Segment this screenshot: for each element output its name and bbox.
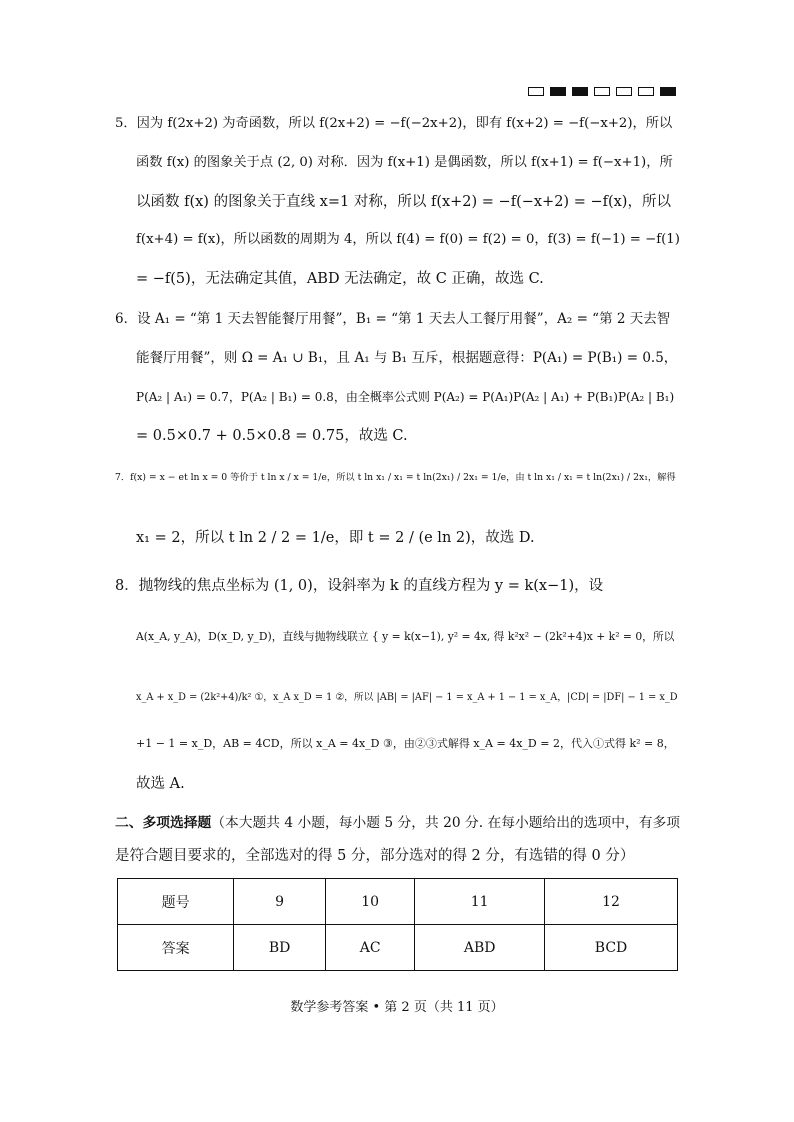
problem-8-line-4: +1 − 1 = x_D，AB = 4CD，所以 x_A = 4x_D ③，由②③式解得 x_A = 4x_D = 2，代入①式得 k² = 8， — [136, 737, 675, 750]
table-cell: AC — [326, 925, 415, 971]
header-marks — [528, 87, 676, 96]
problem-8-line-2: A(x_A, y_A)，D(x_D, y_D)，直线与抛物线联立 { y = k(x−1), y² = 4x, 得 k²x² − (2k²+4)x + k² = 0，所以 — [136, 630, 675, 643]
table-cell: BD — [234, 925, 326, 971]
problem-6-line-2: 能餐厅用餐”，则 Ω = A₁ ∪ B₁，且 A₁ 与 B₁ 互斥，根据题意得：P(A₁) = P(B₁) = 0.5， — [136, 350, 678, 366]
table-cell: 12 — [545, 879, 678, 925]
table-cell: 答案 — [118, 925, 234, 971]
problem-8-line-5: 故选 A. — [136, 776, 185, 792]
problem-5-line-5: = −f(5)，无法确定其值，ABD 无法确定，故 C 正确，故选 C. — [136, 271, 544, 287]
section-2-description-2: 是符合题目要求的，全部选对的得 5 分，部分选对的得 2 分，有选错的得 0 分） — [115, 848, 635, 864]
problem-7-line-1: 7．f(x) = x − et ln x = 0 等价于 t ln x / x = 1/e，所以 t ln x₁ / x₁ = t ln(2x₁) / 2x₁ = 1/e，由 t ln x₁ / x₁ = t ln(2x₁) / 2x₁，解得 — [115, 472, 676, 483]
problem-5-line-2: 函数 f(x) 的图象关于点 (2, 0) 对称．因为 f(x+1) 是偶函数，所以 f(x+1) = f(−x+1)，所 — [136, 155, 673, 170]
problem-5-line-3: 以函数 f(x) 的图象关于直线 x=1 对称，所以 f(x+2) = −f(−x+2) = −f(x)，所以 — [136, 194, 671, 210]
table-cell: ABD — [415, 925, 545, 971]
problem-7-line-2: x₁ = 2，所以 t ln 2 / 2 = 1/e，即 t = 2 / (e ln 2)，故选 D. — [136, 530, 535, 546]
problem-8-line-1: 8．抛物线的焦点坐标为 (1, 0)，设斜率为 k 的直线方程为 y = k(x−1)，设 — [115, 578, 604, 594]
page-footer: 数学参考答案 • 第 2 页（共 11 页） — [290, 1000, 504, 1015]
header-mark-filled — [572, 87, 588, 96]
table-row — [118, 925, 678, 971]
header-mark-filled — [550, 87, 566, 96]
header-mark-empty — [638, 87, 654, 96]
problem-6-line-3: P(A₂ | A₁) = 0.7，P(A₂ | B₁) = 0.8，由全概率公式则 P(A₂) = P(A₁)P(A₂ | A₁) + P(B₁)P(A₂ | B₁) — [136, 390, 675, 404]
problem-5-line-4: f(x+4) = f(x)，所以函数的周期为 4，所以 f(4) = f(0) = f(2) = 0，f(3) = f(−1) = −f(1) — [136, 232, 680, 247]
header-mark-empty — [594, 87, 610, 96]
answer-table — [117, 878, 678, 971]
table-cell: 11 — [415, 879, 545, 925]
problem-5-line-1: 5．因为 f(2x+2) 为奇函数，所以 f(2x+2) = −f(−2x+2)，即有 f(x+2) = −f(−x+2)，所以 — [115, 116, 673, 131]
header-mark-empty — [528, 87, 544, 96]
section-2-heading: 二、多项选择题 — [115, 815, 212, 831]
table-cell: 题号 — [118, 879, 234, 925]
table-cell: BCD — [545, 925, 678, 971]
problem-6-line-1: 6．设 A₁ = “第 1 天去智能餐厅用餐”，B₁ = “第 1 天去人工餐厅用餐”，A₂ = “第 2 天去智 — [115, 311, 671, 327]
section-2-description-1: （本大题共 4 小题，每小题 5 分，共 20 分. 在每小题给出的选项中，有多项 — [211, 815, 680, 831]
table-row — [118, 879, 678, 925]
table-cell: 9 — [234, 879, 326, 925]
header-mark-filled — [660, 87, 676, 96]
problem-6-line-4: = 0.5×0.7 + 0.5×0.8 = 0.75，故选 C. — [136, 428, 408, 444]
problem-8-line-3: x_A + x_D = (2k²+4)/k² ①，x_A x_D = 1 ②，所以 |AB| = |AF| − 1 = x_A + 1 − 1 = x_A，|CD| = |DF| − 1 = x_D — [136, 692, 678, 703]
table-cell: 10 — [326, 879, 415, 925]
section-2-heading-line — [115, 813, 680, 833]
header-mark-empty — [616, 87, 632, 96]
